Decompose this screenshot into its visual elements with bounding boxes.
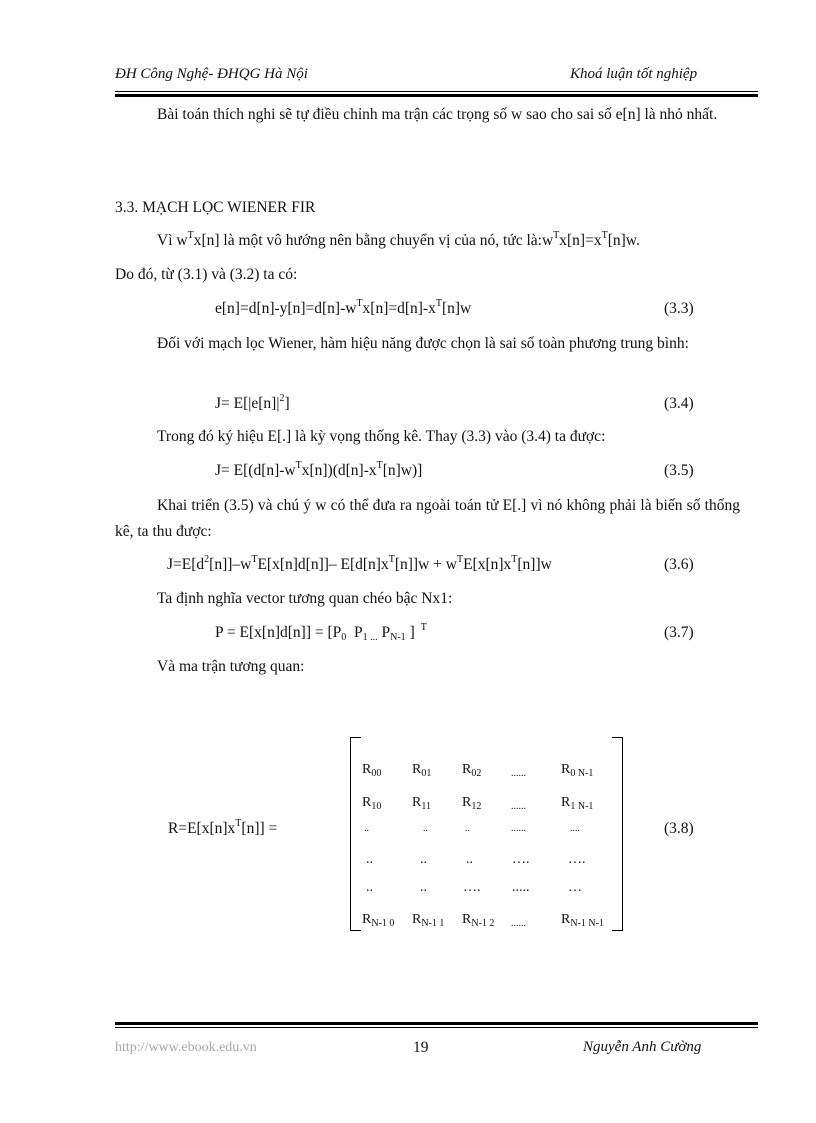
- footer-url[interactable]: http://www.ebook.edu.vn: [115, 1040, 257, 1055]
- para1-line: Vì $w^Tx[n]$ là một vô hướng nên bằng chuyển vị của nó, tức $là:w^Tx[n]=x^T[n]w$.: [157, 230, 640, 249]
- matrix-cell: $R_{02}$: [462, 762, 482, 779]
- matrix-cell: $R_{0 N-1}$: [561, 762, 594, 779]
- matrix-right-bracket: [612, 737, 623, 931]
- matrix-cell: $R_{N-1 1}$: [412, 912, 445, 929]
- matrix-cell: …: [568, 880, 582, 895]
- matrix-cell: ….: [512, 852, 530, 867]
- footer-rule-thin: [115, 1027, 758, 1028]
- matrix-cell: $R_{10}$: [362, 795, 382, 812]
- header-rule-thick: [115, 94, 758, 97]
- matrix-cell: $R_{N-1 N-1}$: [561, 912, 604, 929]
- matrix-cell: ......: [511, 823, 526, 834]
- equation-3-6: $J=E[d^2[n]]-w^TE[x[n]d[n]]-$ $E[d[n]x^T[n]]w + w^TE[x[n]x^T[n]]w$: [167, 554, 552, 573]
- matrix-cell: $R_{00}$: [362, 762, 382, 779]
- matrix-cell: $R_{1 N-1}$: [561, 795, 594, 812]
- matrix-cell: ….: [463, 880, 481, 895]
- matrix-cell: ..: [364, 823, 369, 834]
- matrix-cell: ..: [420, 880, 427, 895]
- matrix-cell: ......: [511, 801, 526, 812]
- equation-3-3: $e[n]=d[n]-y[n]=d[n]-w^Tx[n]=d[n]-x^T[n]w$: [215, 298, 472, 317]
- equation-number-3-5: (3.5): [664, 462, 694, 479]
- equation-3-4: $J= E[|e[n]|^2]$: [215, 393, 290, 412]
- intro-paragraph: Bài toán thích nghi sẽ tự điều chỉnh ma trận các trọng số w sao cho sai số e[n] là nhỏ nhất.: [157, 106, 718, 123]
- matrix-cell: $R_{01}$: [412, 762, 432, 779]
- equation-number-3-6: (3.6): [664, 556, 694, 573]
- para1-continuation: Do đó, từ (3.1) và (3.2) ta có:: [115, 266, 298, 283]
- para6: Và ma trận tương quan:: [157, 658, 305, 675]
- matrix-cell: ....: [570, 823, 580, 834]
- footer-author: Nguyễn Anh Cường: [583, 1039, 702, 1055]
- matrix-cell: $R_{N-1 2}$: [462, 912, 495, 929]
- matrix-cell: .....: [512, 880, 530, 895]
- matrix-cell: $R_{N-1 0}$: [362, 912, 395, 929]
- header-right: Khoá luận tốt nghiệp: [570, 66, 698, 82]
- equation-number-3-8: (3.8): [664, 820, 694, 837]
- para5: Ta định nghĩa vector tương quan chéo bậc Nx1:: [157, 590, 453, 607]
- section-heading: 3.3. MẠCH LỌC WIENER FIR: [115, 199, 316, 216]
- matrix-cell: ….: [568, 852, 586, 867]
- para3: Trong đó ký hiệu E[.] là kỳ vọng thống kê. Thay (3.3) vào (3.4) ta được:: [157, 428, 606, 445]
- matrix-cell: ..: [466, 852, 473, 867]
- para4: Khai triển (3.5) và chú ý w có thể đưa ra ngoài toán tử E[.] vì nó không phải là biến số thống kê, ta thu được:: [115, 497, 740, 540]
- matrix-cell: $R_{11}$: [412, 795, 431, 812]
- matrix-cell: ..: [465, 823, 470, 834]
- equation-number-3-4: (3.4): [664, 395, 694, 412]
- matrix-cell: $R_{12}$: [462, 795, 482, 812]
- equation-3-8-lhs: $R=E[x[n]x^T[n]]$ =: [168, 818, 278, 837]
- equation-number-3-7: (3.7): [664, 624, 694, 641]
- matrix-cell: ..: [366, 852, 373, 867]
- header-left: ĐH Công Nghệ- ĐHQG Hà Nội: [115, 66, 308, 82]
- page-number: 19: [413, 1039, 429, 1056]
- para2: Đối với mạch lọc Wiener, hàm hiệu năng được chọn là sai số toàn phương trung bình:: [157, 335, 689, 352]
- matrix-left-bracket: [350, 737, 361, 931]
- matrix-cell: ..: [366, 880, 373, 895]
- equation-3-5: $J= E[(d[n]-w^Tx[n])(d[n]-x^T[n]w)]$: [215, 460, 423, 479]
- equation-number-3-3: (3.3): [664, 300, 694, 317]
- equation-3-7: $P = E[x[n]d[n]] = [P_0$ $P_{1 ...}$ $P_{N-1}$ ] $^T$: [215, 622, 427, 643]
- header-rule-thin: [115, 91, 758, 92]
- matrix-cell: ..: [420, 852, 427, 867]
- matrix-cell: ......: [511, 918, 526, 929]
- matrix-cell: ..: [423, 823, 428, 834]
- footer-rule-thick: [115, 1022, 758, 1025]
- matrix-cell: ......: [511, 768, 526, 779]
